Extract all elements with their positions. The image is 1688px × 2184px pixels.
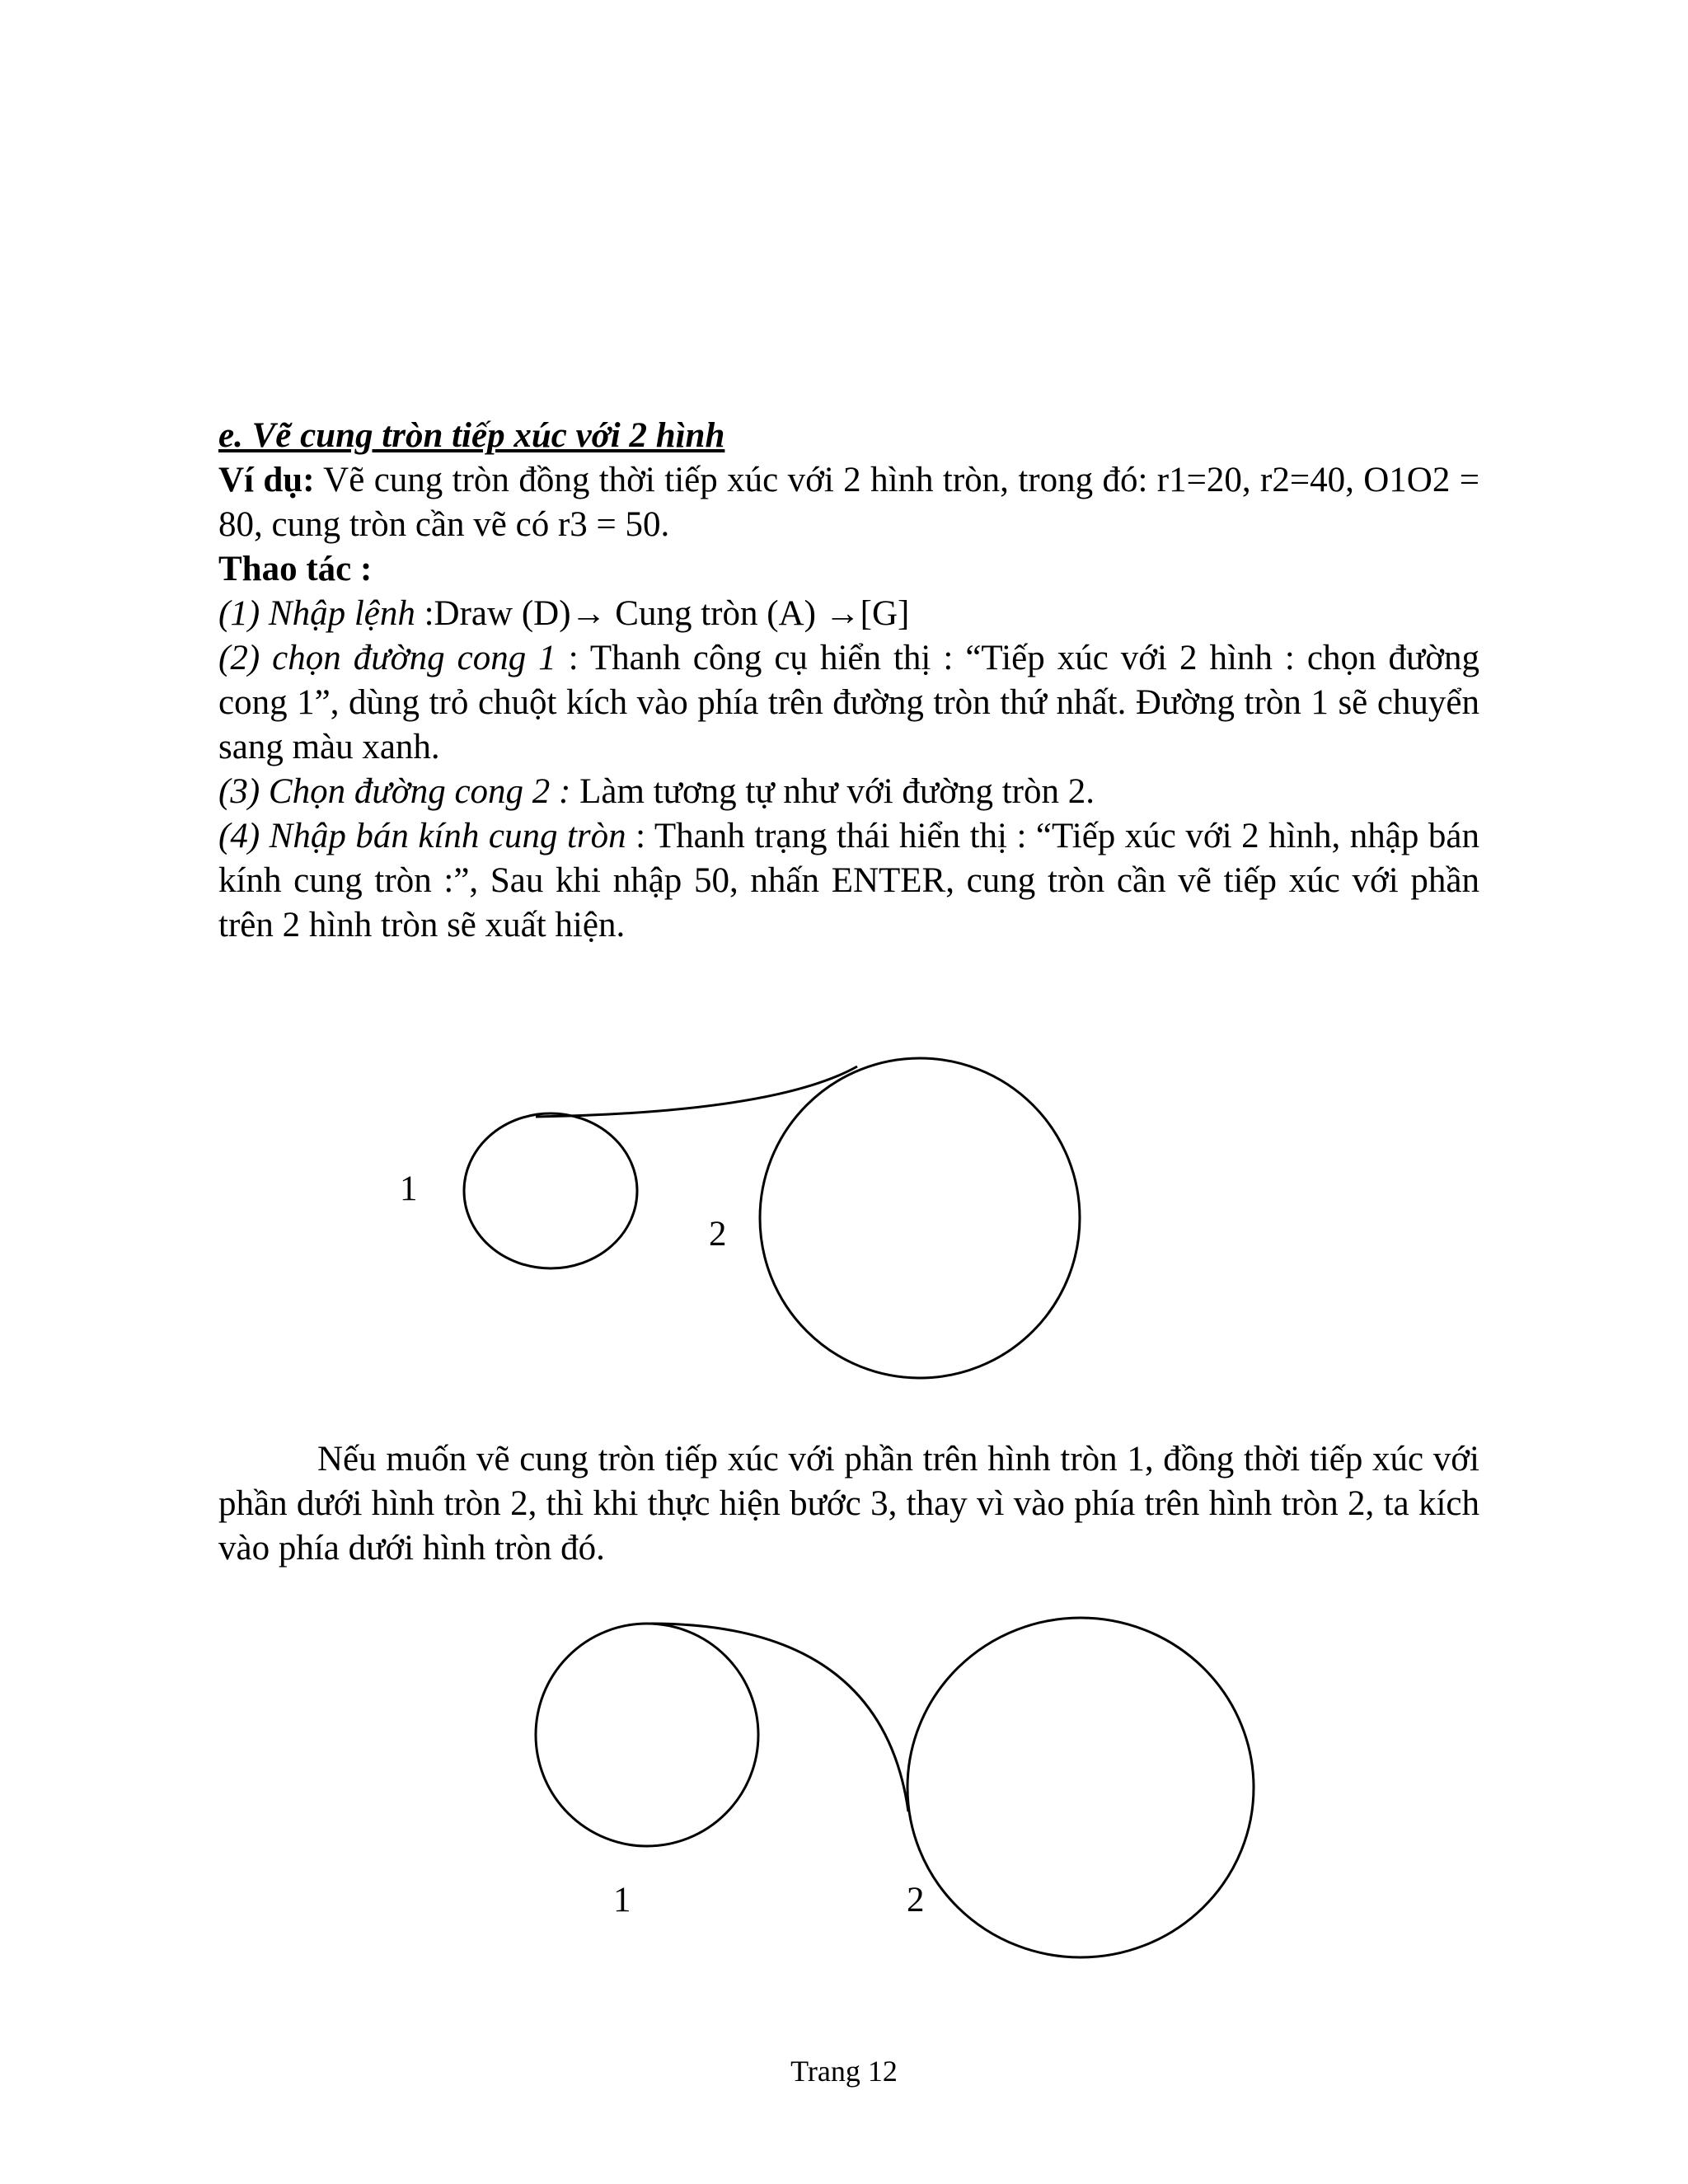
example-paragraph (218, 458, 1479, 547)
note-paragraph (218, 1437, 1479, 1571)
step-4 (218, 814, 1479, 948)
circle-1 (536, 1624, 758, 1846)
circle-2 (760, 1058, 1080, 1378)
step-3-text: Làm tương tự như với đường tròn 2. (570, 772, 1095, 811)
note-text: Nếu muốn vẽ cung tròn tiếp xúc với phần trên hình tròn 1, đồng thời tiếp xúc với phần dưới hình tròn 2, thì khi thực hiện bước 3, thay vì vào phía trên hình tròn 2, ta kích vào phía dưới hình tròn đó. (218, 1440, 1479, 1568)
step-2-lead: (2) chọn đường cong 1 (218, 639, 556, 677)
tangent-arc (651, 1624, 908, 1811)
step-4-lead: (4) Nhập bán kính cung tròn (218, 817, 626, 855)
circle-1-label: 1 (400, 1169, 418, 1208)
figure-cross-tangent (0, 1615, 1688, 1961)
figure-2-drawing (0, 1615, 1688, 1961)
example-label: Ví dụ: (218, 461, 315, 499)
section-heading: e. Vẽ cung tròn tiếp xúc với 2 hình (218, 416, 725, 455)
circle-2 (907, 1618, 1254, 1957)
step-4-text: : Thanh trạng thái hiển thị : “Tiếp xúc với 2 hình, nhập bán kính cung tròn :”, Sau khi nhập 50, nhấn ENTER, cung tròn cần vẽ tiếp xúc với phần trên 2 hình tròn sẽ xuất hiện. (218, 817, 1479, 944)
step-1-text: :Draw (D)→ Cung tròn (A) →[G] (415, 594, 910, 633)
operations-label: Thao tác : (218, 550, 373, 588)
circle-2-label: 2 (907, 1881, 925, 1919)
step-3-lead: (3) Chọn đường cong 2 : (218, 772, 571, 811)
figure-1-drawing (0, 1047, 1688, 1393)
step-3 (218, 770, 1479, 814)
figure-top-tangent (0, 1047, 1688, 1393)
circle-1-label: 1 (613, 1881, 631, 1919)
step-1 (218, 592, 1479, 636)
page-number: Trang 12 (790, 2055, 898, 2088)
tangent-arc (536, 1066, 857, 1117)
example-text: Vẽ cung tròn đồng thời tiếp xúc với 2 hình tròn, trong đó: r1=20, r2=40, O1O2 = 80, cung tròn cần vẽ có r3 = 50. (218, 461, 1479, 544)
step-1-lead: (1) Nhập lệnh (218, 594, 415, 633)
step-2 (218, 636, 1479, 770)
circle-1 (464, 1113, 637, 1268)
step-2-text: : Thanh công cụ hiển thị : “Tiếp xúc với 2 hình : chọn đường cong 1”, dùng trỏ chuột kích vào phía trên đường tròn thứ nhất. Đường tròn 1 sẽ chuyển sang màu xanh. (218, 639, 1480, 766)
circle-2-label: 2 (709, 1215, 727, 1254)
